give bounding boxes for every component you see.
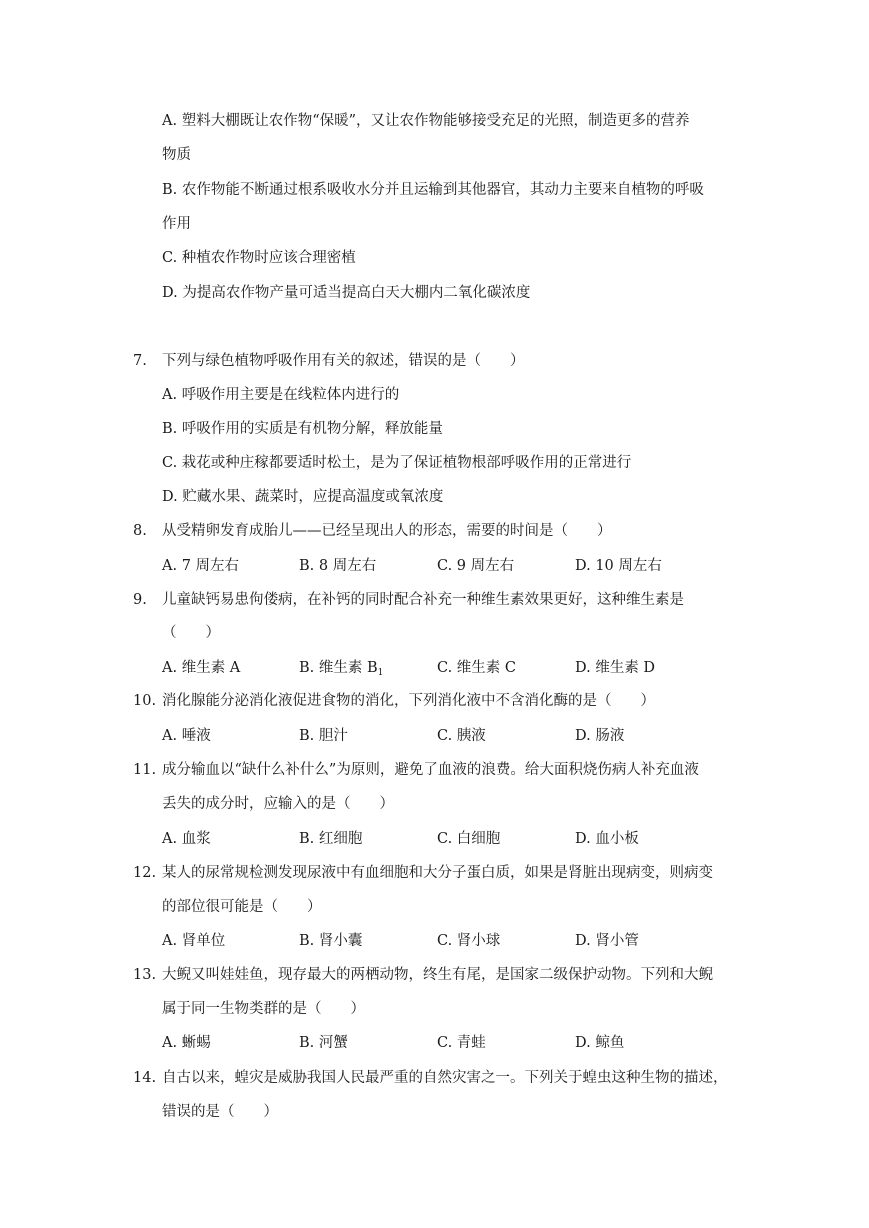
q6-option-d: D. 为提高农作物产量可适当提高白天大棚内二氧化碳浓度	[162, 285, 531, 301]
q11-option-a: A. 血浆	[162, 831, 211, 847]
q9-option-d: D. 维生素 D	[575, 660, 656, 676]
q9-option-b-subscript: 1	[377, 668, 384, 678]
q11-stem-line1: 成分输血以“缺什么补什么”为原则，避免了血液的浪费。给大面积烧伤病人补充血液	[162, 762, 699, 778]
q7-number: 7.	[133, 353, 147, 369]
q6-option-c: C. 种植农作物时应该合理密植	[162, 250, 356, 266]
q12-option-d: D. 肾小管	[575, 933, 639, 949]
q13-stem-line1: 大鲵又叫娃娃鱼，现存最大的两栖动物，终生有尾，是国家二级保护动物。下列和大鲵	[162, 967, 713, 983]
q13-option-c: C. 青蛙	[437, 1035, 486, 1051]
q10-option-c: C. 胰液	[437, 728, 486, 744]
q10-option-b: B. 胆汁	[299, 728, 348, 744]
q11-option-c: C. 白细胞	[437, 831, 501, 847]
q7-option-c: C. 栽花或种庄稼都要适时松土，是为了保证植物根部呼吸作用的正常进行	[162, 455, 632, 471]
q10-option-a: A. 唾液	[162, 728, 211, 744]
q10-stem: 消化腺能分泌消化液促进食物的消化，下列消化液中不含消化酶的是（ ）	[162, 693, 655, 709]
q12-number: 12.	[133, 865, 157, 881]
q14-number: 14.	[133, 1070, 157, 1086]
q7-stem: 下列与绿色植物呼吸作用有关的叙述，错误的是（ ）	[162, 353, 525, 369]
q9-number: 9.	[133, 592, 147, 608]
q6-option-b-line1: B. 农作物能不断通过根系吸收水分并且运输到其他器官，其动力主要来自植物的呼吸	[162, 182, 704, 198]
q12-option-a: A. 肾单位	[162, 933, 226, 949]
q8-option-d: D. 10 周左右	[575, 558, 662, 574]
q9-option-b	[299, 658, 383, 683]
q11-number: 11.	[133, 762, 157, 778]
q8-number: 8.	[133, 523, 147, 539]
q7-option-a: A. 呼吸作用主要是在线粒体内进行的	[162, 387, 400, 403]
q13-number: 13.	[133, 967, 157, 983]
q11-stem-line2: 丢失的成分时，应输入的是（ ）	[162, 796, 394, 812]
q6-option-a-line1: A. 塑料大棚既让农作物“保暖”，又让农作物能够接受充足的光照，制造更多的营养	[162, 113, 690, 129]
q8-option-b: B. 8 周左右	[299, 558, 377, 574]
q13-option-b: B. 河蟹	[299, 1035, 348, 1051]
q10-number: 10.	[133, 693, 157, 709]
q11-option-d: D. 血小板	[575, 831, 639, 847]
q13-option-a: A. 蜥蜴	[162, 1035, 211, 1051]
q12-stem-line1: 某人的尿常规检测发现尿液中有血细胞和大分子蛋白质，如果是肾脏出现病变，则病变	[162, 865, 713, 881]
q10-option-d: D. 肠液	[575, 728, 625, 744]
q9-option-a: A. 维生素 A	[162, 660, 241, 676]
q9-option-c: C. 维生素 C	[437, 660, 516, 676]
q7-option-b: B. 呼吸作用的实质是有机物分解，释放能量	[162, 421, 443, 437]
q12-option-b: B. 肾小囊	[299, 933, 363, 949]
q8-stem: 从受精卵发育成胎儿——已经呈现出人的形态，需要的时间是（ ）	[162, 523, 612, 539]
q12-option-c: C. 肾小球	[437, 933, 501, 949]
q9-stem-line2: （ ）	[162, 625, 220, 641]
q13-option-d: D. 鲸鱼	[575, 1035, 625, 1051]
q9-option-b-text: B. 维生素 B	[299, 660, 378, 676]
q8-option-a: A. 7 周左右	[162, 558, 240, 574]
q7-option-d: D. 贮藏水果、蔬菜时，应提高温度或氧浓度	[162, 489, 444, 505]
q6-option-a-line2: 物质	[162, 147, 191, 163]
q9-stem-line1: 儿童缺钙易患佝偻病，在补钙的同时配合补充一种维生素效果更好，这种维生素是	[162, 592, 684, 608]
q11-option-b: B. 红细胞	[299, 831, 363, 847]
q14-stem-line1: 自古以来，蝗灾是威胁我国人民最严重的自然灾害之一。下列关于蝗虫这种生物的描述，	[162, 1070, 728, 1086]
q12-stem-line2: 的部位很可能是（ ）	[162, 899, 322, 915]
q14-stem-line2: 错误的是（ ）	[162, 1104, 278, 1120]
q8-option-c: C. 9 周左右	[437, 558, 515, 574]
q6-option-b-line2: 作用	[162, 216, 191, 232]
q13-stem-line2: 属于同一生物类群的是（ ）	[162, 1001, 365, 1017]
